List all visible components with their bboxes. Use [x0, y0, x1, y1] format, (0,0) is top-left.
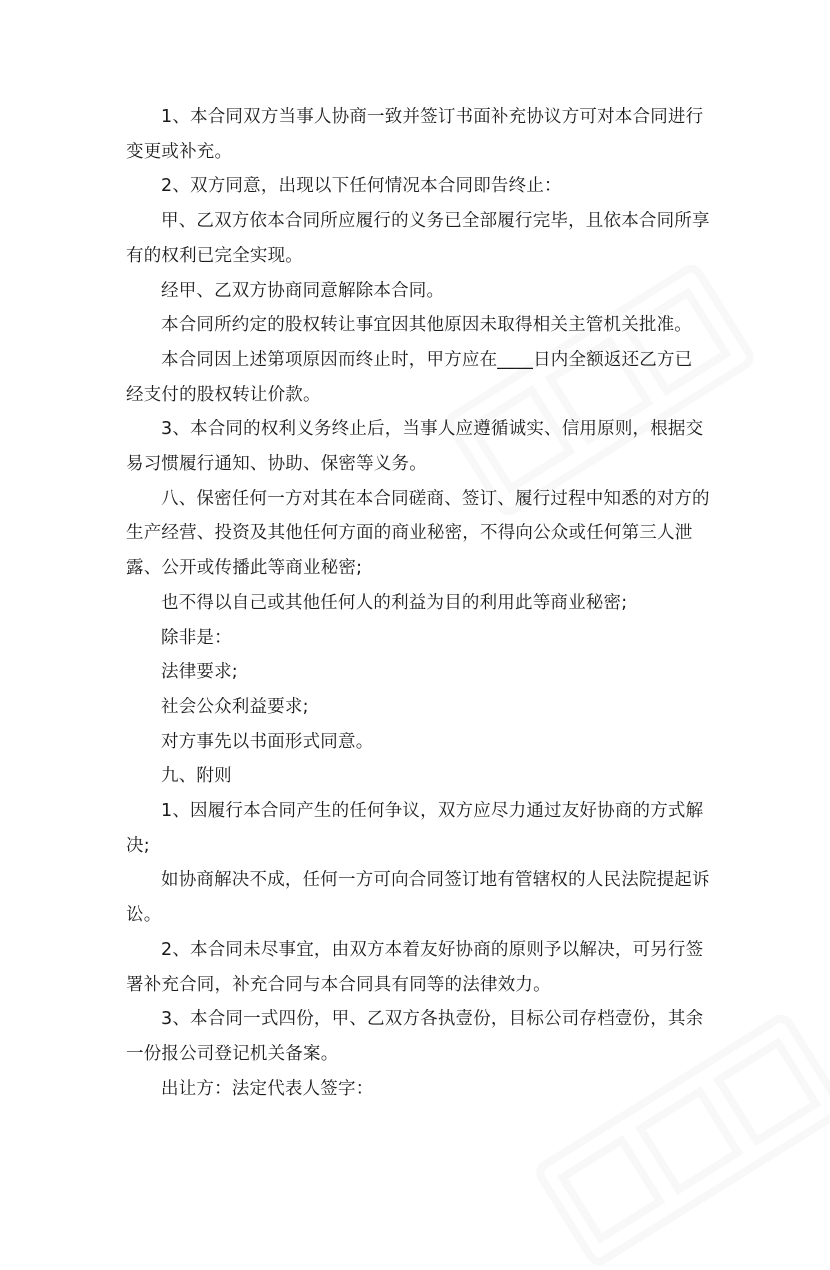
paragraph-termination-case-approval: 本合同所约定的股权转让事宜因其他原因未取得相关主管机关批准。 [161, 315, 692, 336]
paragraph-clause-2-termination: 2、双方同意，出现以下任何情况本合同即告终止： [161, 176, 562, 197]
paragraph-confidentiality-use: 也不得以自己或其他任何人的利益为目的利用此等商业秘密; [161, 592, 628, 613]
paragraph-litigation: 如协商解决不成，任何一方可向合同签订地有管辖权的人民法院提起诉讼。 [126, 870, 710, 926]
paragraph-exception-law: 法律要求; [161, 662, 238, 683]
paragraph-termination-case-fulfilled: 甲、乙双方依本合同所应履行的义务已全部履行完毕，且依本合同所享有的权利已完全实现。 [126, 211, 710, 266]
paragraph-section-8-confidentiality: 八、保密任何一方对其在本合同磋商、签订、履行过程中知悉的对方的生产经营、投资及其他任何方面的商业秘密，不得向公众或任何第三人泄露、公开或传播此等商业秘密; [126, 488, 710, 579]
paragraph-exception-consent: 对方事先以书面形式同意。 [161, 731, 374, 752]
paragraph-section-9-heading: 九、附则 [161, 766, 232, 787]
paragraph-exception-public: 社会公众利益要求; [161, 696, 309, 717]
paragraph-signature-line: 出让方：法定代表人签字： [161, 1078, 374, 1099]
paragraph-exceptions: 除非是： [161, 627, 232, 648]
paragraph-clause-1-amendment: 1、本合同双方当事人协商一致并签订书面补充协议方可对本合同进行变更或补充。 [126, 107, 704, 162]
paragraph-annex-3-copies: 3、本合同一式四份，甲、乙双方各执壹份，目标公司存档壹份，其余一份报公司登记机关备案。 [126, 1009, 704, 1064]
paragraph-termination-case-mutual: 经甲、乙双方协商同意解除本合同。 [161, 280, 445, 301]
paragraph-annex-1-disputes: 1、因履行本合同产生的任何争议，双方应尽力通过友好协商的方式解决; [126, 801, 704, 856]
paragraph-refund: 本合同因上述第项原因而终止时，甲方应在____日内全额返还乙方已经支付的股权转让价款。 [126, 349, 693, 405]
document-body [126, 100, 710, 1106]
paragraph-clause-3-obligations: 3、本合同的权利义务终止后，当事人应遵循诚实、信用原则，根据交易习惯履行通知、协助、保密等义务。 [126, 419, 704, 475]
paragraph-annex-2-supplement: 2、本合同未尽事宜，由双方本着友好协商的原则予以解决，可另行签署补充合同，补充合同与本合同具有同等的法律效力。 [126, 939, 704, 995]
